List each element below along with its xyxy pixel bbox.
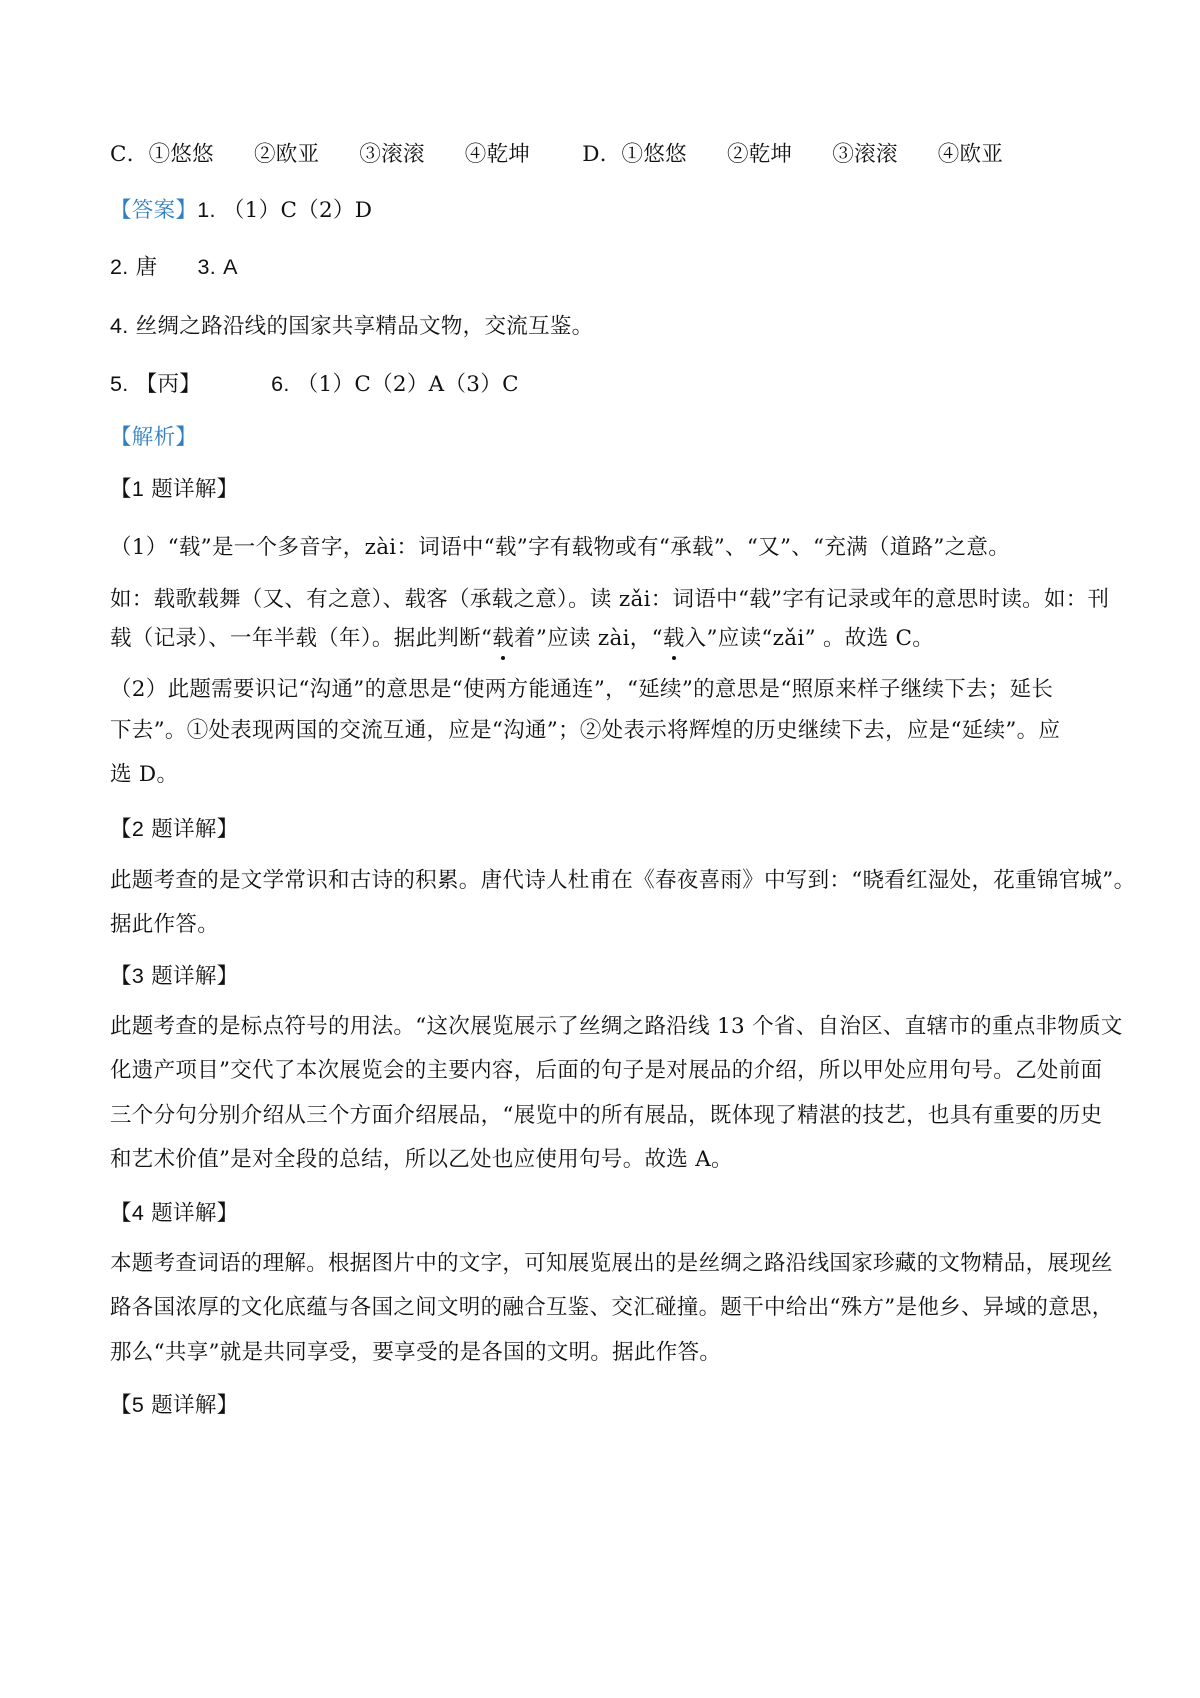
analysis-tag: 【解析】 — [110, 425, 198, 450]
section-heading-4 — [110, 1198, 1100, 1229]
answer-q4-number: 4. — [110, 314, 129, 338]
paragraph-line: 此题考查的是文学常识和古诗的积累。唐代诗人杜甫在《春夜喜雨》中写到：“晓看红湿处，花重锦官城”。 — [110, 868, 1136, 893]
answer-q6-number: 6. — [271, 372, 290, 396]
answer-q5-number: 5. — [110, 372, 129, 396]
answer-q6-text: （1）C（2）A（3）C — [296, 372, 519, 397]
paragraph-line: 本题考查词语的理解。根据图片中的文字，可知展览展出的是丝绸之路沿线国家珍藏的文物精品，展现丝 — [110, 1251, 1113, 1276]
paragraph-line — [110, 624, 1100, 654]
option-c-label: C． — [110, 142, 149, 167]
answer-q2-number: 2. — [110, 255, 129, 279]
answer-line-4 — [110, 369, 1100, 400]
option-c-item: ①悠悠 — [148, 142, 214, 167]
heading-bracket: 【 — [110, 817, 132, 842]
options-line — [110, 140, 1100, 170]
paragraph-text: 着”应读 zài，“ — [514, 626, 663, 651]
paragraph-line: 据此作答。 — [110, 912, 220, 937]
heading-number: 4 — [131, 1201, 145, 1225]
answer-q5-text: 【丙】 — [135, 372, 202, 397]
paragraph-line: 三个分句分别介绍从三个方面介绍展品，“展览中的所有展品，既体现了精湛的技艺，也具有重要的历史 — [110, 1103, 1103, 1128]
emphasis-dot-char: 载 — [663, 624, 685, 654]
heading-text: 题详解】 — [151, 477, 239, 502]
heading-number: 5 — [131, 1393, 145, 1417]
section-heading-3 — [110, 961, 1100, 992]
heading-bracket: 【 — [110, 1201, 132, 1226]
paragraph-line: 化遗产项目”交代了本次展览会的主要内容，后面的句子是对展品的介绍，所以甲处应用句号。乙处前面 — [110, 1058, 1103, 1083]
option-c-item: ③滚滚 — [359, 142, 425, 167]
answer-q2-text: 唐 — [135, 255, 158, 280]
option-d-item: ②乾坤 — [726, 142, 793, 167]
option-d-label: D． — [582, 142, 622, 167]
answer-q1-number: 1. — [197, 198, 216, 222]
heading-text: 题详解】 — [151, 817, 239, 842]
option-d-item: ①悠悠 — [621, 142, 687, 167]
heading-bracket: 【 — [110, 1393, 132, 1418]
heading-text: 题详解】 — [151, 1201, 239, 1226]
answer-line-1 — [110, 195, 1100, 226]
emphasis-dot-char: 载 — [492, 624, 514, 654]
paragraph-line: 此题考查的是标点符号的用法。“这次展览展示了丝绸之路沿线 13 个省、自治区、直辖市的重点非物质文 — [110, 1014, 1123, 1039]
paragraph-line: （2）此题需要识记“沟通”的意思是“使两方能通连”，“延续”的意思是“照原来样子继续下去；延长 — [110, 677, 1054, 702]
answer-tag: 【答案】 — [110, 198, 198, 223]
option-d-item: ③滚滚 — [832, 142, 898, 167]
paragraph-text: 载（记录）、一年半载（年）。据此判断“ — [110, 626, 493, 651]
heading-bracket: 【 — [110, 477, 132, 502]
paragraph-line: 选 D。 — [110, 762, 179, 787]
heading-text: 题详解】 — [151, 964, 239, 989]
option-d-item: ④欧亚 — [937, 142, 1004, 167]
paragraph-line: 如：载歌载舞（又、有之意）、载客（承载之意）。读 zǎi：词语中“载”字有记录或年的意思时读。如：刊 — [110, 587, 1110, 612]
answer-q3-number: 3. — [197, 255, 217, 279]
heading-number: 3 — [131, 964, 145, 988]
answer-q3-text: A — [223, 255, 238, 279]
section-heading-5 — [110, 1390, 1100, 1421]
option-c-item: ②欧亚 — [253, 142, 320, 167]
heading-text: 题详解】 — [151, 1393, 239, 1418]
section-heading-1 — [110, 474, 1100, 505]
paragraph-line: 下去”。①处表现两国的交流互通，应是“沟通”；②处表示将辉煌的历史继续下去，应是“延续”。应 — [110, 718, 1061, 743]
answer-line-3 — [110, 311, 1100, 342]
answer-line-2 — [110, 252, 1100, 283]
paragraph-line: 和艺术价值”是对全段的总结，所以乙处也应使用句号。故选 A。 — [110, 1147, 733, 1172]
paragraph-line: 路各国浓厚的文化底蕴与各国之间文明的融合互鉴、交汇碰撞。题干中给出“殊方”是他乡、异域的意思， — [110, 1295, 1114, 1320]
paragraph-line: 那么“共享”就是共同享受，要享受的是各国的文明。据此作答。 — [110, 1340, 722, 1365]
answer-q1-text: （1）C（2）D — [222, 198, 373, 223]
section-heading-2 — [110, 814, 1100, 845]
answer-q4-text: 丝绸之路沿线的国家共享精品文物，交流互鉴。 — [135, 314, 594, 339]
heading-bracket: 【 — [110, 964, 132, 989]
paragraph-text: 入”应读“zǎi” 。故选 C。 — [684, 626, 935, 651]
option-c-item: ④乾坤 — [464, 142, 531, 167]
paragraph-line: （1）“载”是一个多音字，zài：词语中“载”字有载物或有“承载”、“又”、“充满（道路”之意。 — [110, 535, 1011, 560]
heading-number: 1 — [131, 477, 145, 501]
heading-number: 2 — [131, 817, 145, 841]
